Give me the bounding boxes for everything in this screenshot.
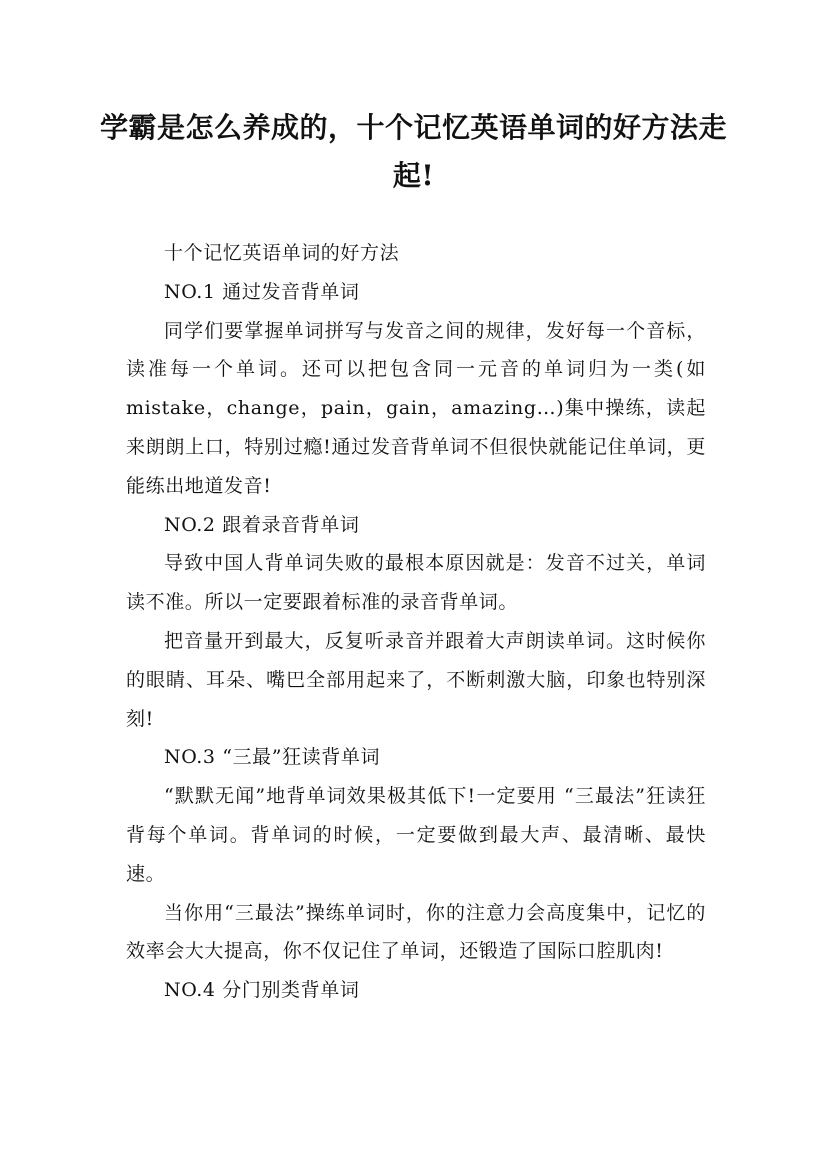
paragraph: 把音量开到最大，反复听录音并跟着大声朗读单词。这时候你的眼睛、耳朵、嘴巴全部用起来了，不断刺激大脑，印象也特别深刻! [126, 629, 706, 730]
section-heading-no4: NO.4 分门别类背单词 [164, 979, 360, 1002]
paragraph: “默默无闻”地背单词效果极其低下!一定要用 “三最法”狂读狂背每个单词。背单词的时候，一定要做到最大声、最清晰、最快速。 [126, 785, 706, 885]
section-heading-no1: NO.1 通过发音背单词 [164, 280, 360, 303]
paragraph: 导致中国人背单词失败的最根本原因就是：发音不过关，单词读不准。所以一定要跟着标准的录音背单词。 [126, 552, 706, 614]
paragraph-intro: 十个记忆英语单词的好方法 [164, 242, 400, 264]
document-title: 学霸是怎么养成的，十个记忆英语单词的好方法走起! [100, 111, 728, 192]
paragraph: 同学们要掌握单词拼写与发音之间的规律，发好每一个音标，读准每一个单词。还可以把包含同一元音的单词归为一类(如 mistake，change，pain，gain，amazing…)集中操练，读起来朗朗上口，特别过瘾!通过发音背单词不但很快就能记住单词，更能练出地道发音! [126, 319, 706, 497]
document-body [126, 234, 706, 1010]
paragraph: 当你用“三最法”操练单词时，你的注意力会高度集中，记忆的效率会大大提高，你不仅记住了单词，还锻造了国际口腔肌肉! [126, 901, 706, 963]
section-heading-no3: NO.3 “三最”狂读背单词 [164, 746, 381, 769]
section-heading-no2: NO.2 跟着录音背单词 [164, 513, 360, 536]
